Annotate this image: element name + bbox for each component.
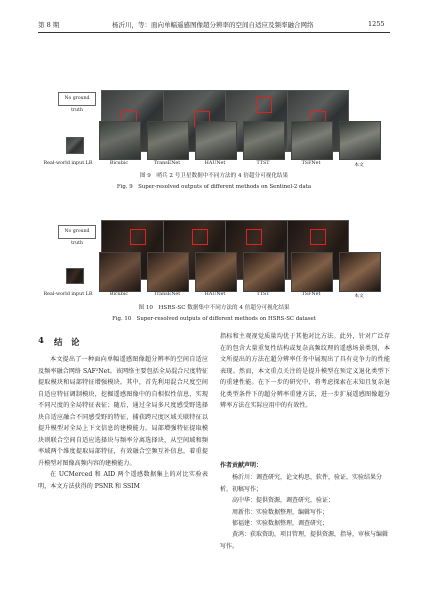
crop-haunet bbox=[195, 121, 237, 160]
page-number: 1255 bbox=[368, 20, 385, 28]
label-bicubic: Bicubic bbox=[109, 161, 129, 166]
crop-transenet bbox=[147, 121, 189, 160]
crop-transenet bbox=[147, 252, 189, 292]
figure-9-caption-en: Fig. 9 Super-resolved outputs of different methods on Sentinel-2 data bbox=[116, 184, 312, 190]
conclusion-paragraph-3: 指标和主观视觉质量均优于其他对比方法。此外，针对广泛存在的包含大量重复性结构或复杂高频纹理的遥感场景类别，本文所提出的方法在超分辨率任务中展现出了具有竞争力的性能表现。然而，本文重点关注的是提升模型在预定义退化类型下的重建性能。在下一步的研究中，将考虑探索在未知且复杂退化类型条件下的超分辨率重建方法，进一步扩展遥感图像超分辨率方法在实际应用中的有效性。 bbox=[220, 333, 390, 410]
conclusion-paragraph-1: 本文提出了一种面向单幅遥感图像超分辨率的空间自适应及频率融合网络 SAF²Net。该网络主要包括全局混合尺度特征提取模块和局部特征增强模块。其中，首先利用混合尺度空间自适应特征调制模块，挖掘遥感图像中的自相似性信息，实现不同尺度的全局特征表征；随后，通过全局多尺度感受野选择块自适应融合不同感受野的特征，捕获跨尺度区域关联特征以提升模型对全局上下文信息的建模能力。局部增强特征提取模块则联合空间自适应选择块与频率分离选择块，从空间域和频率域两个维度提取局部特征，有效融合空频互补信息，着重提升模型对图像高频内容的建模能力。 bbox=[38, 356, 208, 467]
crop-haunet bbox=[195, 252, 237, 292]
contribution-item: 郁福建：实验数据整理，调查研究； bbox=[232, 520, 329, 528]
zoom-region-box bbox=[310, 229, 326, 245]
author-contributions bbox=[220, 460, 390, 552]
crop-ttst bbox=[243, 121, 285, 160]
label-ttst: TTST bbox=[256, 292, 270, 297]
crop-bicubic bbox=[99, 121, 141, 160]
running-title: 杨沂川，等：面向单幅遥感图像超分辨率的空间自适应及频率融合网络 bbox=[112, 21, 314, 29]
crop-ttst bbox=[243, 252, 285, 292]
label-input-lr: Real-world input LR bbox=[43, 292, 93, 297]
label-ours: 本文 bbox=[354, 163, 364, 168]
zoom-region-box bbox=[130, 229, 146, 245]
label-haunet: HAUNet bbox=[204, 161, 226, 166]
figure-10-caption-zh: 图 10 HSRS-SC 数据集中不同方法的 4 倍超分可视化结果 bbox=[138, 305, 290, 311]
header-rule bbox=[38, 32, 390, 33]
crop-tsfnet bbox=[291, 121, 333, 160]
contribution-item: 杨沂川：调查研究，论文构思，软件，验证，实验结果分析，初稿写作； bbox=[220, 474, 383, 493]
crop-bicubic bbox=[99, 252, 141, 292]
label-transenet: TransENet bbox=[153, 292, 181, 297]
no-ground-truth-box: No ground truth bbox=[58, 92, 96, 106]
contribution-item: 高中华：提供资源，调查研究，验证； bbox=[232, 497, 335, 505]
label-bicubic: Bicubic bbox=[109, 292, 129, 297]
left-column-text bbox=[38, 354, 208, 493]
no-ground-truth-box: No ground truth bbox=[58, 225, 96, 239]
figure-10-caption-en: Fig. 10 Super-resolved outputs of different methods on HSRS-SC dataset bbox=[112, 316, 316, 322]
contribution-item: 黄鸿：获取资助，项目管理，提供资源，指导，审核与编辑写作。 bbox=[220, 531, 389, 550]
crop-tsfnet bbox=[291, 252, 333, 292]
label-input-lr: Real-world input LR bbox=[43, 161, 93, 166]
issue-number: 第 8 期 bbox=[38, 21, 60, 29]
contributions-heading: 作者贡献声明： bbox=[220, 462, 263, 469]
zoom-region-box bbox=[246, 229, 262, 245]
label-tsfnet: TSFNet bbox=[301, 292, 321, 297]
label-tsfnet: TSFNet bbox=[301, 161, 321, 166]
label-haunet: HAUNet bbox=[204, 292, 226, 297]
label-ttst: TTST bbox=[256, 161, 270, 166]
label-transenet: TransENet bbox=[153, 161, 181, 166]
conclusion-paragraph-2: 在 UCMerced 和 AID 两个遥感数据集上的对比实验表明，本文方法获得的 PSNR 和 SSIM bbox=[38, 471, 208, 491]
label-ours: 本文 bbox=[354, 294, 364, 299]
right-column-text bbox=[220, 331, 390, 412]
input-lr-thumbnail bbox=[66, 137, 84, 154]
section-number: 4 bbox=[38, 336, 44, 346]
input-lr-thumbnail bbox=[66, 268, 84, 284]
crop-ours bbox=[339, 252, 381, 292]
zoom-region-box bbox=[256, 97, 272, 113]
contribution-item: 周新伟：实验数据整理，编辑写作； bbox=[232, 508, 329, 516]
crop-ours bbox=[339, 121, 381, 160]
zoom-region-box bbox=[192, 229, 208, 245]
figure-9-caption-zh: 图 9 哨兵 2 号卫星数据中不同方法的 4 倍超分可视化结果 bbox=[139, 173, 289, 179]
section-title: 结 论 bbox=[54, 338, 80, 348]
